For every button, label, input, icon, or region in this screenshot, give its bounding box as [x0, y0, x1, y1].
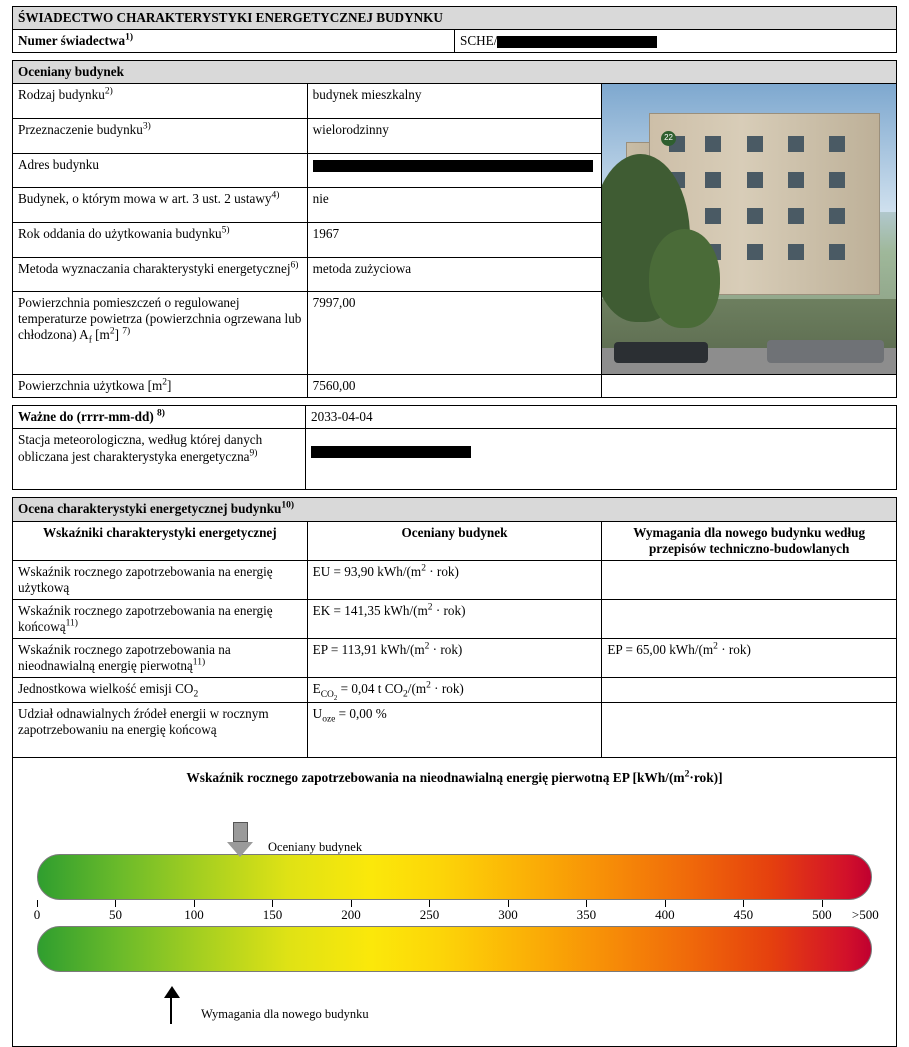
row-label: Powierzchnia użytkowa $[m^2]$	[13, 375, 308, 398]
assessed-value: $U_{oze} = 0,00$ %	[307, 702, 602, 757]
redaction-bar	[497, 36, 657, 48]
weather-station-value	[306, 429, 897, 490]
assessed-building-section-row	[13, 61, 897, 84]
weather-station-label	[13, 429, 306, 490]
column-header-requirement: Wymagania dla nowego budynku według przepisów techniczno-budowlanych	[602, 521, 897, 560]
indicator-label-text: Wskaźnik rocznego zapotrzebowania na nieodnawialną energię pierwotną	[18, 642, 231, 674]
weather-station-sup: 9)	[249, 448, 258, 459]
row-label-sup: 7)	[122, 327, 131, 338]
assessed-value: $E_{CO_2} = 0,04$ t $CO_2/(m^2 \cdot rok)$	[307, 678, 602, 703]
indicator-label-sup: 11)	[192, 657, 206, 668]
indicator-label-sup: 11)	[65, 618, 78, 629]
axis-tick-label: 300	[498, 906, 518, 922]
weather-station-label-text: Stacja meteorologiczna, według której danych obliczana jest charakterystyka energetyczna	[18, 432, 263, 464]
row-label	[13, 153, 308, 188]
photo-window	[705, 136, 721, 152]
photo-window	[705, 208, 721, 224]
axis-tick-label: 350	[576, 906, 597, 922]
table-row	[13, 639, 897, 678]
axis-tick-label: 0	[33, 906, 41, 922]
photo-car	[614, 342, 708, 362]
certificate-number-label	[13, 30, 455, 53]
row-value: 7997,00	[307, 292, 602, 375]
certificate-number-label-sup: 1)	[125, 32, 133, 43]
row-label-text: Metoda wyznaczania charakterystyki energetycznej	[18, 260, 291, 276]
photo-window	[747, 208, 763, 224]
row-value: budynek mieszkalny	[307, 84, 602, 119]
photo-window	[788, 136, 804, 152]
axis-tick-label: 400	[655, 906, 675, 922]
row-value: metoda zużyciowa	[307, 257, 602, 292]
row-label-sup: 4)	[271, 190, 280, 201]
row-value: nie	[307, 188, 602, 223]
requirement-value	[602, 678, 897, 703]
column-header-assessed: Oceniany budynek	[307, 521, 602, 560]
validity-table	[12, 405, 897, 490]
photo-window	[788, 208, 804, 224]
row-value: 7560,00	[307, 375, 602, 398]
row-label	[13, 257, 308, 292]
valid-until-value: 2033-04-04	[306, 406, 897, 429]
requirement-marker-label: Wymagania dla nowego budynku	[201, 1006, 369, 1021]
indicator-label	[13, 599, 308, 638]
photo-window	[747, 136, 763, 152]
assessment-header-row	[13, 521, 897, 560]
requirement-value	[602, 560, 897, 599]
row-label: Powierzchnia pomieszczeń o regulowanej temperaturze powietrza (powierzchnia ogrzewana lub chłodzona) $A_f$ $[m^2]$ $^{7)}$	[13, 292, 308, 375]
document-title-row	[13, 7, 897, 30]
row-label-sup: 5)	[221, 225, 230, 236]
axis-tick-label: 200	[341, 906, 361, 922]
assessed-building-arrow-down-icon	[227, 822, 253, 857]
photo-window	[829, 208, 845, 224]
building-photo-cell	[602, 84, 897, 375]
photo-window	[788, 244, 804, 260]
row-value	[307, 153, 602, 188]
assessment-section-sup: 10)	[281, 501, 295, 512]
photo-tree	[649, 229, 719, 328]
row-label-text: Budynek, o którym mowa w art. 3 ust. 2 ustawy	[18, 191, 272, 207]
assessed-building-table	[12, 60, 897, 398]
energy-scale-bar-bottom	[37, 926, 872, 972]
assessed-marker-area	[23, 796, 886, 854]
row-label-sup: 2)	[104, 86, 113, 97]
axis-tick-label: 150	[262, 906, 283, 922]
table-row	[13, 560, 897, 599]
row-label	[13, 118, 308, 153]
energy-scale-bar-top	[37, 854, 872, 900]
assessed-value: EK = 141,35 kWh/$(m^2 \cdot rok)$	[307, 599, 602, 638]
axis-tick-label: 100	[184, 906, 204, 922]
building-photo	[602, 84, 896, 374]
photo-car	[767, 340, 884, 363]
indicator-label: Udział odnawialnych źródeł energii w rocznym zapotrzebowaniu na energię końcową	[13, 702, 308, 757]
table-row	[13, 678, 897, 703]
table-row	[13, 599, 897, 638]
axis-tick-label: 450	[733, 906, 754, 922]
certificate-number-label-text: Numer świadectwa	[18, 33, 126, 49]
header-table	[12, 6, 897, 53]
row-label	[13, 84, 308, 119]
row-label-text: Przeznaczenie budynku	[18, 121, 143, 137]
photo-window	[747, 244, 763, 260]
photo-cell-filler	[602, 375, 897, 398]
indicator-label	[13, 639, 308, 678]
weather-station-row	[13, 429, 897, 490]
row-label-text: Rok oddania do użytkowania budynku	[18, 225, 222, 241]
requirement-marker-area	[23, 972, 886, 1032]
row-label-text: Rodzaj budynku	[18, 87, 105, 103]
indicator-label: Jednostkowa wielkość emisji $CO_2$	[13, 678, 308, 703]
requirement-value: EP = 65,00 kWh/$(m^2 \cdot rok)$	[602, 639, 897, 678]
row-value: 1967	[307, 222, 602, 257]
assessment-section-title	[13, 498, 897, 521]
axis-tick-label: 500	[812, 906, 832, 922]
axis-overflow-label: >500	[851, 906, 879, 922]
assessed-building-section-title: Oceniany budynek	[13, 61, 897, 84]
valid-until-label-text: Ważne do (rrrr-mm-dd)	[18, 409, 154, 425]
chart-title: Wskaźnik rocznego zapotrzebowania na nieodnawialną energię pierwotną EP $[kWh/(m^2\cdot rok)]$	[186, 768, 723, 785]
column-header-indicator: Wskaźniki charakterystyki energetycznej	[13, 521, 308, 560]
certificate-number-row	[13, 30, 897, 53]
assessed-value: EU = 93,90 kWh/$(m^2 \cdot rok)$	[307, 560, 602, 599]
page-title: ŚWIADECTWO CHARAKTERYSTYKI ENERGETYCZNEJ BUDYNKU	[13, 7, 897, 30]
row-value: wielorodzinny	[307, 118, 602, 153]
table-row	[13, 702, 897, 757]
assessment-table	[12, 497, 897, 757]
table-row	[13, 375, 897, 398]
indicator-label: Wskaźnik rocznego zapotrzebowania na energię użytkową	[13, 560, 308, 599]
photo-window	[705, 172, 721, 188]
row-label	[13, 222, 308, 257]
requirement-value	[602, 702, 897, 757]
assessment-section-row	[13, 498, 897, 521]
requirement-arrow-up-icon	[163, 986, 180, 1024]
certificate-number-value	[455, 30, 897, 53]
indicator-label-text: Wskaźnik rocznego zapotrzebowania na energię końcową	[18, 602, 273, 635]
photo-window	[747, 172, 763, 188]
axis-tick-label: 50	[108, 906, 122, 922]
valid-until-row	[13, 406, 897, 429]
photo-window	[829, 136, 845, 152]
redaction-bar	[313, 160, 593, 172]
valid-until-label	[13, 406, 306, 429]
photo-window	[829, 244, 845, 260]
row-label-sup: 6)	[290, 260, 299, 271]
ep-scale-chart	[12, 758, 897, 1047]
axis-tick-label: 250	[419, 906, 440, 922]
scale-axis	[33, 900, 879, 926]
assessed-building-marker-label: Oceniany budynek	[268, 839, 363, 854]
row-label-sup: 3)	[142, 121, 151, 132]
table-row	[13, 84, 897, 119]
assessment-section-title-text: Ocena charakterystyki energetycznej budynku	[18, 501, 282, 517]
row-label	[13, 188, 308, 223]
assessed-value: EP = 113,91 kWh/$(m^2 \cdot rok)$	[307, 639, 602, 678]
valid-until-sup: 8)	[157, 408, 165, 419]
photo-window	[788, 172, 804, 188]
house-number-badge: 22	[661, 131, 676, 146]
certificate-number-prefix: SCHE/	[460, 33, 498, 49]
row-label-text: Adres budynku	[18, 156, 99, 172]
photo-window	[829, 172, 845, 188]
requirement-value	[602, 599, 897, 638]
redaction-bar	[311, 446, 471, 458]
